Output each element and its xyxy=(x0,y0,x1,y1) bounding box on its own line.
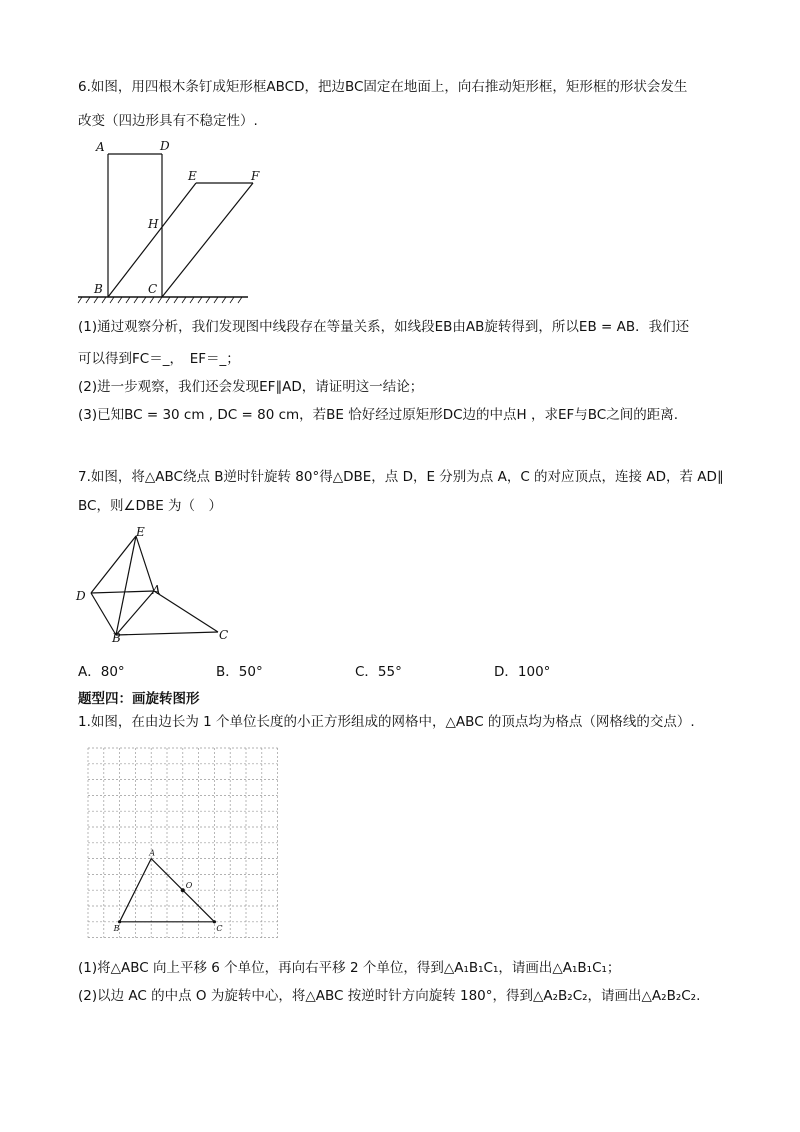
q6-part2: (2)进一步观察，我们还会发现EF∥AD，请证明这一结论； xyxy=(78,379,424,395)
q6-ground-hatch xyxy=(78,297,242,303)
q6-label-F: F xyxy=(251,169,260,183)
section-title: 题型四：画旋转图形 xyxy=(78,691,200,707)
q7-stem-line2: BC，则∠DBE 为（ ） xyxy=(78,498,223,514)
q6-part1-line1: (1)通过观察分析，我们发现图中线段存在等量关系，如线段EB由AB旋转得到，所以EB = AB．我们还 xyxy=(78,319,690,335)
q7-label-C: C xyxy=(219,628,229,642)
q1-label-O: O xyxy=(185,881,193,891)
q1-part1: (1)将△ABC 向上平移 6 个单位，再向右平移 2 个单位，得到△A₁B₁C₁，请画出△A₁B₁C₁； xyxy=(78,960,621,976)
q7-option-d[interactable]: D．100° xyxy=(494,664,551,680)
q1-grid-figure xyxy=(86,746,276,938)
q6-side-BE xyxy=(108,183,196,297)
q7-label-D: D xyxy=(76,589,86,603)
q7-stem-line1: 7.如图，将△ABC绕点 B逆时针旋转 80°得△DBE，点 D，E 分别为点 A，C 的对应顶点，连接 AD，若 AD∥ xyxy=(78,469,724,485)
q6-label-C: C xyxy=(148,282,158,296)
q7-option-c[interactable]: C．55° xyxy=(355,664,402,680)
q7-label-B: B xyxy=(112,631,121,645)
q1-point-O xyxy=(181,888,185,892)
q6-label-H: H xyxy=(148,217,159,231)
q6-part1-line2: 可以得到FC＝_， EF＝_； xyxy=(78,351,240,367)
q7-figure xyxy=(70,524,250,654)
q1-part2: (2)以边 AC 的中点 O 为旋转中心，将△ABC 按逆时针方向旋转 180°，得到△A₂B₂C₂，请画出△A₂B₂C₂. xyxy=(78,988,701,1004)
q6-label-E: E xyxy=(188,169,197,183)
q6-stem-line2: 改变（四边形具有不稳定性）. xyxy=(78,113,258,129)
q7-label-A: A xyxy=(152,583,161,597)
q6-stem-line1: 6.如图，用四根木条钉成矩形框ABCD，把边BC固定在地面上，向右推动矩形框，矩形框的形状会发生 xyxy=(78,79,688,95)
q6-part3: (3)已知BC = 30 cm , DC = 80 cm，若BE 恰好经过原矩形DC边的中点H ，求EF与BC之间的距离. xyxy=(78,407,679,423)
q7-option-b[interactable]: B．50° xyxy=(216,664,263,680)
q7-side-AC xyxy=(154,591,218,632)
q6-label-B: B xyxy=(94,282,103,296)
q7-side-DE xyxy=(91,536,136,593)
q7-side-DA xyxy=(91,591,154,593)
q7-side-BE xyxy=(116,536,136,635)
q6-label-D: D xyxy=(160,139,170,153)
q1-stem: 1.如图，在由边长为 1 个单位长度的小正方形组成的网格中，△ABC 的顶点均为格点（网格线的交点）. xyxy=(78,714,695,730)
q6-label-A: A xyxy=(96,140,105,154)
q7-side-BA xyxy=(116,591,154,635)
q7-side-DB xyxy=(91,593,116,635)
q7-side-BC xyxy=(116,632,218,635)
q7-label-E: E xyxy=(136,525,145,539)
q1-label-C: C xyxy=(216,923,223,933)
grid-lines xyxy=(88,748,278,938)
q6-side-CF xyxy=(162,183,253,297)
q1-label-B: B xyxy=(113,923,120,933)
q1-label-A: A xyxy=(149,848,155,858)
q6-figure xyxy=(70,135,270,310)
q7-option-a[interactable]: A．80° xyxy=(78,664,125,680)
